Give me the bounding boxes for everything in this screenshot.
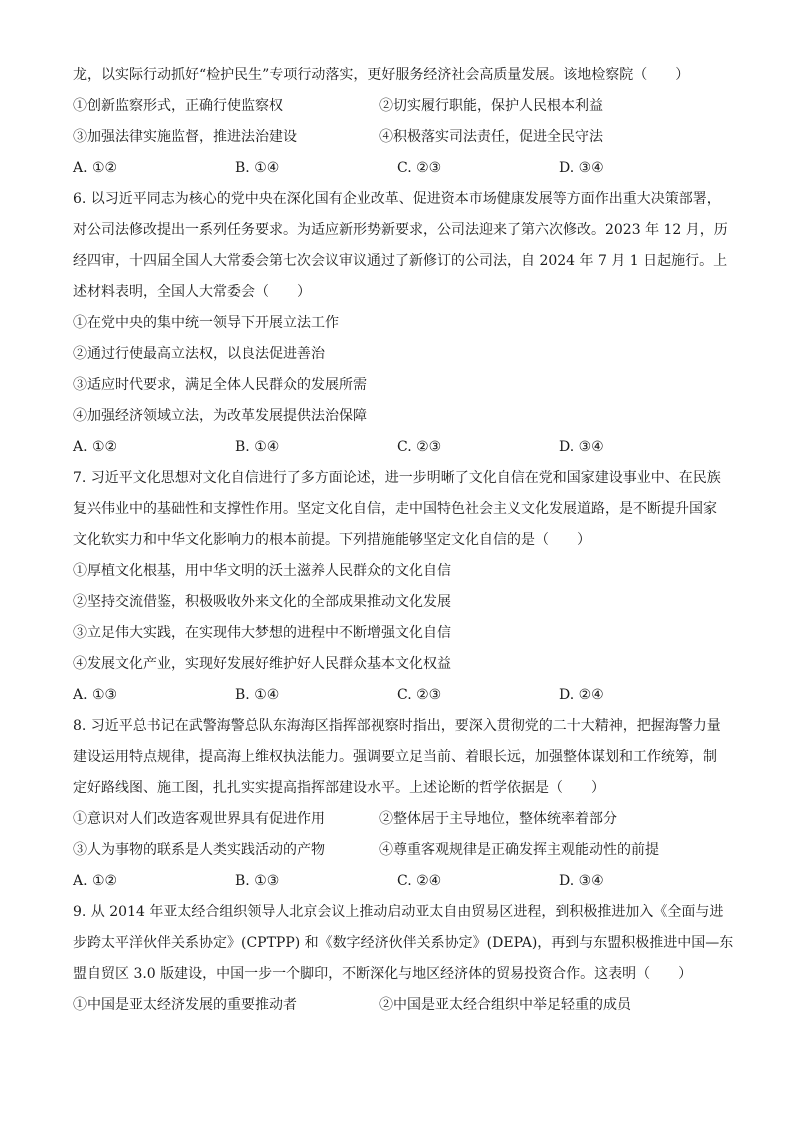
statement-2: ②整体居于主导地位，整体统率着部分 (379, 811, 617, 827)
answer-choices (73, 153, 723, 184)
statement-2: ②坚持交流借鉴，积极吸收外来文化的全部成果推动文化发展 (73, 594, 451, 610)
question-stem: 定好路线图、施工图，扎扎实实提高指挥部建设水平。上述论断的哲学依据是（ ） (73, 780, 605, 796)
choice-b[interactable]: B. ①④ (235, 687, 280, 703)
statement-3: ③立足伟大实践，在实现伟大梦想的进程中不断增强文化自信 (73, 625, 451, 641)
option-row (73, 990, 723, 1021)
question-stem: 对公司法修改提出一系列任务要求。为适应新形势新要求，公司法迎来了第六次修改。2023 年 12 月，历 (73, 222, 728, 238)
statement-2: ②中国是亚太经合组织中举足轻重的成员 (379, 997, 631, 1013)
choice-c[interactable]: C. ②③ (397, 687, 442, 703)
question-stem: 述材料表明，全国人大常委会（ ） (73, 284, 311, 300)
answer-choices (73, 680, 723, 711)
statement-3: ③加强法律实施监督，推进法治建设 (73, 129, 297, 145)
question-stem: 盟自贸区 3.0 版建设，中国一步一个脚印，不断深化与地区经济体的贸易投资合作。这表明（ ） (73, 966, 693, 982)
question-7 (73, 463, 723, 711)
choice-d[interactable]: D. ③④ (559, 160, 604, 176)
question-stem: 经四审，十四届全国人大常委会第七次会议审议通过了新修订的公司法，自 2024 年 7 月 1 日起施行。上 (73, 253, 728, 269)
statement-2: ②通过行使最高立法权，以良法促进善治 (73, 346, 325, 362)
statement-4: ④尊重客观规律是正确发挥主观能动性的前提 (379, 842, 659, 858)
choice-c[interactable]: C. ②③ (397, 439, 442, 455)
question-6 (73, 184, 728, 463)
answer-choices (73, 432, 723, 463)
question-5 (73, 60, 723, 184)
choice-c[interactable]: C. ②③ (397, 160, 442, 176)
statement-4: ④加强经济领域立法，为改革发展提供法治保障 (73, 408, 367, 424)
question-stem: 6. 以习近平同志为核心的党中央在深化国有企业改革、促进资本市场健康发展等方面作出重大决策部署， (73, 191, 721, 207)
question-stem: 复兴伟业中的基础性和支撑性作用。坚定文化自信，走中国特色社会主义文化发展道路，是不断提升国家 (73, 501, 717, 517)
question-stem: 8. 习近平总书记在武警海警总队东海海区指挥部视察时指出，要深入贯彻党的二十大精神，把握海警力量 (73, 718, 721, 734)
statement-3: ③人为事物的联系是人类实践活动的产物 (73, 842, 325, 858)
choice-a[interactable]: A. ①② (73, 160, 118, 176)
choice-a[interactable]: A. ①③ (73, 687, 118, 703)
statement-1: ①创新监察形式，正确行使监察权 (73, 98, 283, 114)
choice-b[interactable]: B. ①④ (235, 439, 280, 455)
option-row (73, 122, 723, 153)
choice-d[interactable]: D. ③④ (559, 439, 604, 455)
question-stem: 建设运用特点规律，提高海上维权执法能力。强调要立足当前、着眼长远，加强整体谋划和工作统筹，制 (73, 749, 717, 765)
question-stem: 9. 从 2014 年亚太经合组织领导人北京会议上推动启动亚太自由贸易区进程，到积极推进加入《全面与进 (73, 904, 724, 920)
statement-3: ③适应时代要求，满足全体人民群众的发展所需 (73, 377, 367, 393)
statement-4: ④发展文化产业，实现好发展好维护好人民群众基本文化权益 (73, 656, 451, 672)
statement-1: ①在党中央的集中统一领导下开展立法工作 (73, 315, 339, 331)
question-stem: 龙，以实际行动抓好“检护民生”专项行动落实，更好服务经济社会高质量发展。该地检察院（ ） (73, 67, 690, 83)
statement-1: ①中国是亚太经济发展的重要推动者 (73, 997, 297, 1013)
question-stem: 7. 习近平文化思想对文化自信进行了多方面论述，进一步明晰了文化自信在党和国家建设事业中、在民族 (73, 470, 721, 486)
statement-2: ②切实履行职能，保护人民根本利益 (379, 98, 603, 114)
choice-a[interactable]: A. ①② (73, 873, 118, 889)
question-stem: 文化软实力和中华文化影响力的根本前提。下列措施能够坚定文化自信的是（ ） (73, 532, 591, 548)
question-stem: 步跨太平洋伙伴关系协定》(CPTPP) 和《数字经济伙伴关系协定》(DEPA)，再到与东盟积极推进中国—东 (73, 935, 734, 951)
choice-c[interactable]: C. ②④ (397, 873, 442, 889)
exam-page (73, 60, 734, 1021)
choice-d[interactable]: D. ③④ (559, 873, 604, 889)
answer-choices (73, 866, 723, 897)
choice-b[interactable]: B. ①④ (235, 160, 280, 176)
statement-1: ①意识对人们改造客观世界具有促进作用 (73, 811, 325, 827)
option-row (73, 804, 723, 835)
option-row (73, 91, 723, 122)
option-row (73, 835, 723, 866)
choice-b[interactable]: B. ①③ (235, 873, 280, 889)
question-9 (73, 897, 734, 1021)
question-8 (73, 711, 723, 897)
choice-d[interactable]: D. ②④ (559, 687, 604, 703)
choice-a[interactable]: A. ①② (73, 439, 118, 455)
statement-1: ①厚植文化根基，用中华文明的沃土滋养人民群众的文化自信 (73, 563, 451, 579)
statement-4: ④积极落实司法责任，促进全民守法 (379, 129, 603, 145)
